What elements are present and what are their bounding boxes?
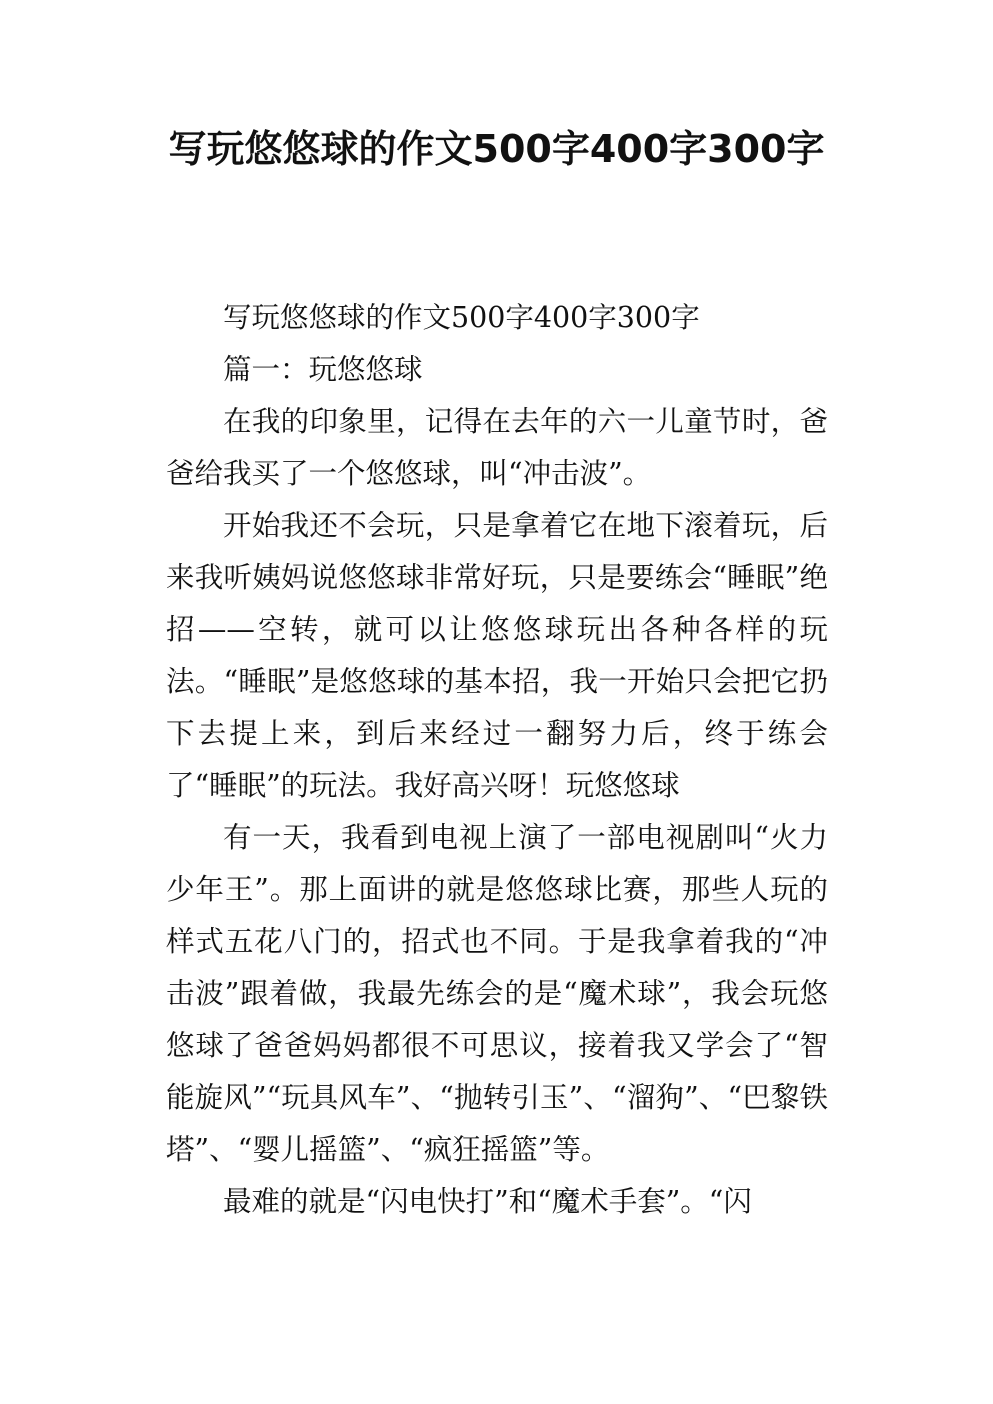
paragraph: 开始我还不会玩，只是拿着它在地下滚着玩，后来我听姨妈说悠悠球非常好玩，只是要练会“睡眠”绝招——空转，就可以让悠悠球玩出各种各样的玩法。“睡眠”是悠悠球的基本招，我一开始只会把它扔下去提上来，到后来经过一翻努力后，终于练会了“睡眠”的玩法。我好高兴呀！玩悠悠球 [166,509,828,802]
document-body [166,292,828,1228]
document-title: 写玩悠悠球的作文500字400字300字 [168,127,825,171]
paragraph: 最难的就是“闪电快打”和“魔术手套”。“闪 [223,1185,752,1218]
paragraph: 有一天，我看到电视上演了一部电视剧叫“火力少年王”。那上面讲的就是悠悠球比赛，那些人玩的样式五花八门的，招式也不同。于是我拿着我的“冲击波”跟着做，我最先练会的是“魔术球”，我会玩悠悠球了爸爸妈妈都很不可思议，接着我又学会了“智能旋风”“玩具风车”、“抛转引玉”、“溜狗”、“巴黎铁塔”、“婴儿摇篮”、“疯狂摇篮”等。 [166,821,828,1166]
paragraph-section-heading: 篇一：玩悠悠球 [223,353,423,386]
paragraph: 在我的印象里，记得在去年的六一儿童节时，爸爸给我买了一个悠悠球，叫“冲击波”。 [166,405,828,490]
paragraph-subtitle: 写玩悠悠球的作文500字400字300字 [223,301,700,334]
